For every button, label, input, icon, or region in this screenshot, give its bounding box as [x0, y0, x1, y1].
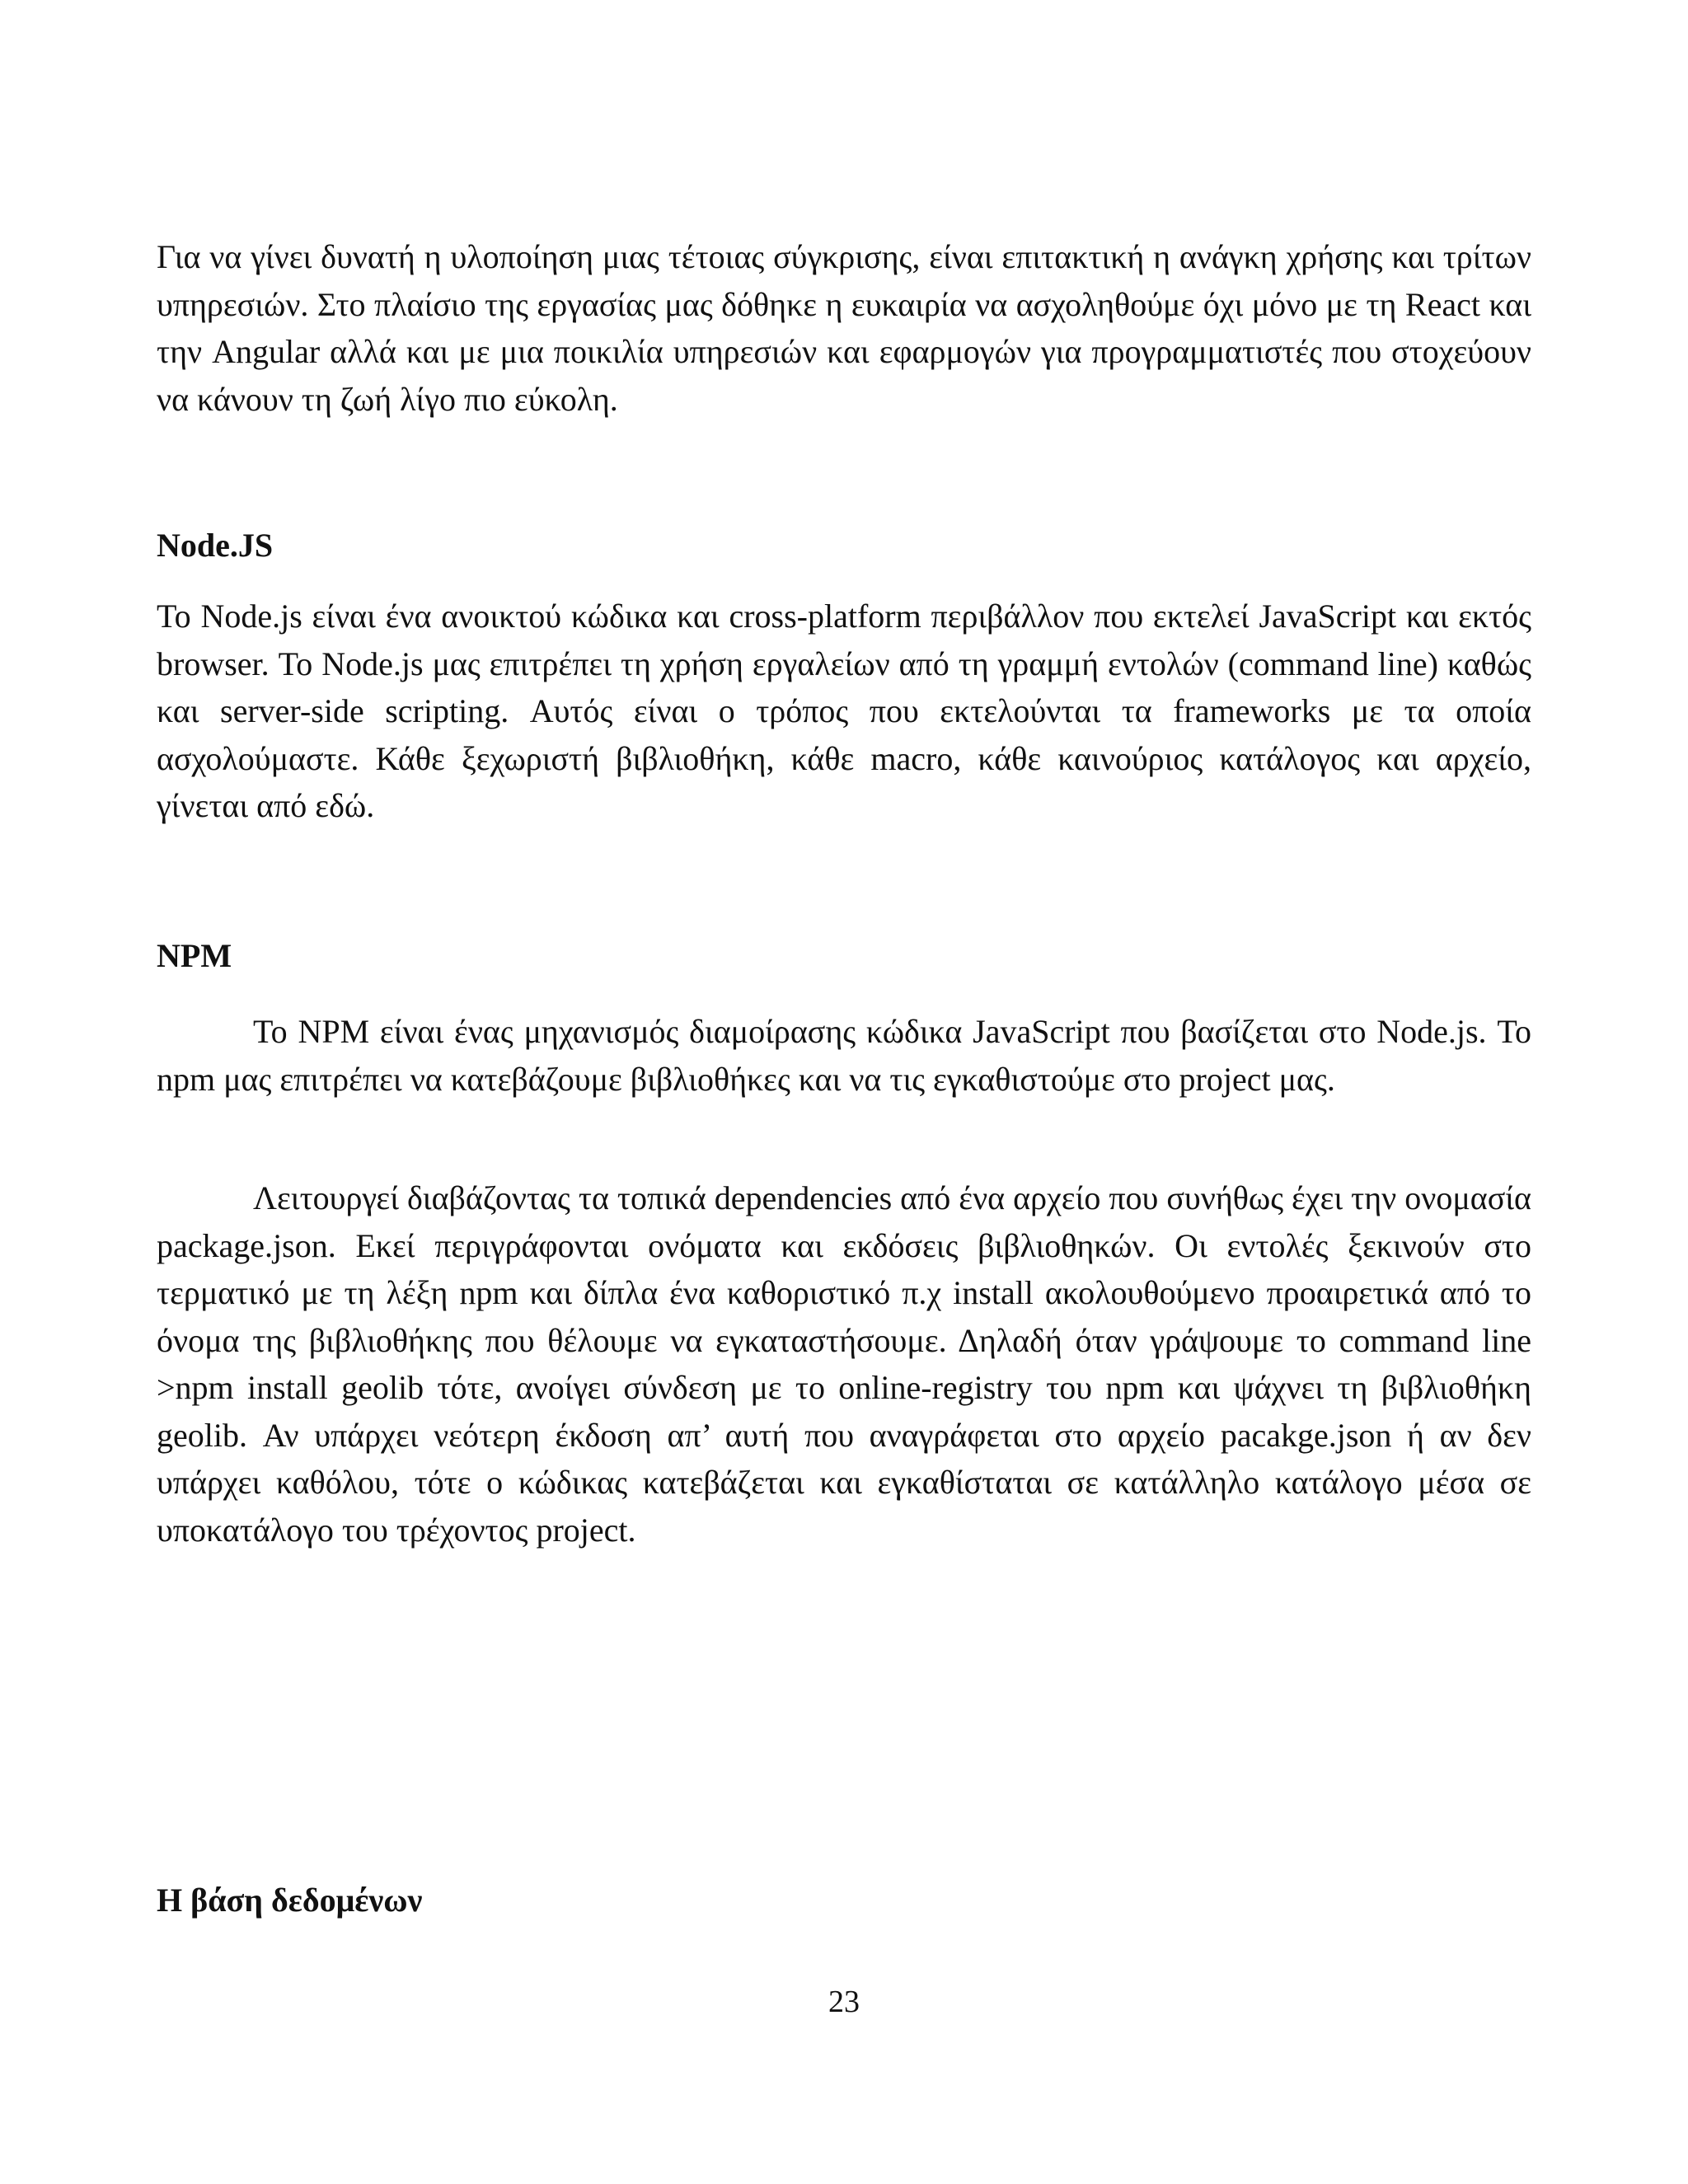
npm-paragraph-2: Λειτουργεί διαβάζοντας τα τοπικά dependencies από ένα αρχείο που συνήθως έχει την ονομασία package.json. Εκεί περιγράφονται ονόματα και εκδόσεις βιβλιοθηκών. Οι εντολές ξεκινούν στο τερματικό με τη λέξη npm και δίπλα ένα καθοριστικό π.χ install ακολουθούμενο προαιρετικά από το όνομα της βιβλιοθήκης που θέλουμε να εγκαταστήσουμε. Δηλαδή όταν γράψουμε το command line >npm install geolib τότε, ανοίγει σύνδεση με το online-registry του npm και ψάχνει τη βιβλιοθήκη geolib. Αν υπάρχει νεότερη έκδοση απ’ αυτή που αναγράφεται στο αρχείο pacakge.json ή αν δεν υπάρχει καθόλου, τότε ο κώδικας κατεβάζεται και εγκαθίσταται σε κατάλληλο κατάλογο μέσα σε υποκατάλογο του τρέχοντος project. [157, 1179, 1532, 1549]
nodejs-paragraph: Το Node.js είναι ένα ανοικτού κώδικα και cross-platform περιβάλλον που εκτελεί JavaScript και εκτός browser. Το Node.js μας επιτρέπει τη χρήση εργαλείων από τη γραμμή εντολών (command line) καθώς και server-side scripting. Αυτός είναι ο τρόπος που εκτελούνται τα frameworks με τα οποία ασχολούμαστε. Κάθε ξεχωριστή βιβλιοθήκη, κάθε macro, κάθε καινούριος κατάλογος και αρχείο, γίνεται από εδώ. [157, 598, 1531, 824]
intro-paragraph: Για να γίνει δυνατή η υλοποίηση μιας τέτοιας σύγκρισης, είναι επιτακτική η ανάγκη χρήσης και τρίτων υπηρεσιών. Στο πλαίσιο της εργασίας μας δόθηκε η ευκαιρία να ασχοληθούμε όχι μόνο με τη React και την Angular αλλά και με μια ποικιλία υπηρεσιών και εφαρμογών για προγραμματιστές που στοχεύουν να κάνουν τη ζωή λίγο πιο εύκολη. [157, 238, 1531, 418]
npm-paragraph-1: Το NPM είναι ένας μηχανισμός διαμοίρασης κώδικα JavaScript που βασίζεται στο Node.js. Το npm μας επιτρέπει να κατεβάζουμε βιβλιοθήκες και να τις εγκαθιστούμε στο project μας. [157, 1013, 1531, 1098]
section-heading-nodejs: Node.JS [157, 527, 274, 564]
section-heading-database: Η βάση δεδομένων [157, 1882, 423, 1919]
section-heading-npm: NPM [157, 937, 232, 974]
page-number: 23 [828, 1985, 860, 2019]
